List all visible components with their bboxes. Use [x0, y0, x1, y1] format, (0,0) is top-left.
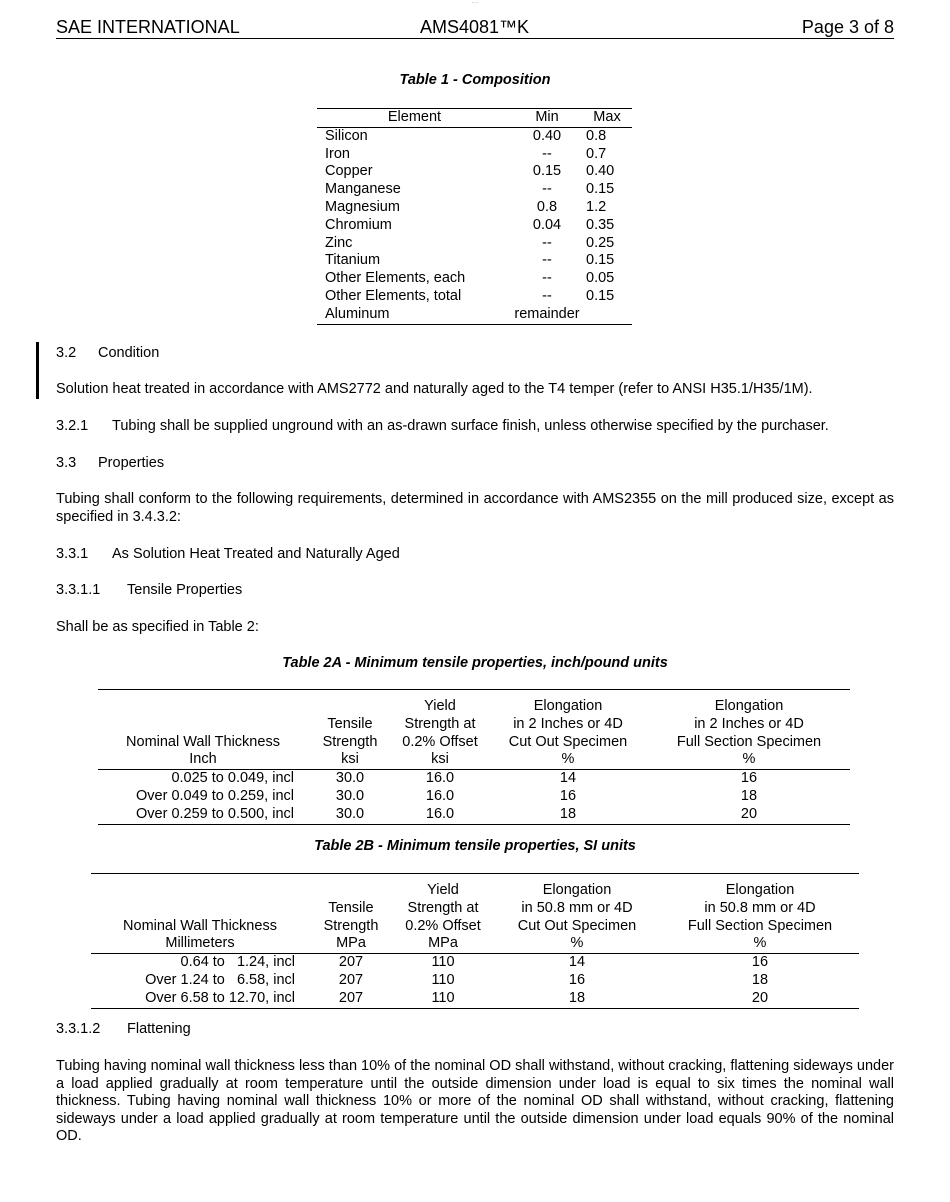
- table-row: Zinc -- 0.25: [325, 234, 615, 251]
- table2b-title: Table 2B - Minimum tensile properties, SI units: [314, 838, 636, 854]
- table-row: Over 0.049 to 0.259, incl 30.0 16.0 16 18: [136, 787, 758, 804]
- table-row: Silicon 0.40 0.8: [325, 127, 607, 144]
- col-max: Max: [582, 109, 632, 128]
- table-row: 0.025 to 0.049, incl 30.0 16.0 14 16: [171, 770, 758, 787]
- section-3-2-1: 3.2.1 Tubing shall be supplied unground with an as-drawn surface finish, unless otherwise specified by the purchaser.: [56, 418, 829, 434]
- table-row: 0.64 to 1.24, incl 207 110 14 16: [180, 954, 769, 971]
- table-row: Over 6.58 to 12.70, incl 207 110 18 20: [145, 989, 769, 1006]
- table-row: Other Elements, each -- 0.05: [325, 270, 615, 287]
- table-row: Manganese -- 0.15: [325, 181, 615, 198]
- col-min: Min: [512, 109, 582, 128]
- table-row: Over 1.24 to 6.58, incl 207 110 16 18: [145, 971, 769, 988]
- section-3-3-text: Tubing shall conform to the following requirements, determined in accordance with AMS2355 on the mill produced size, except as specified in 3.4.3.2:: [56, 491, 894, 525]
- table-row: Titanium -- 0.15: [325, 252, 615, 269]
- table2a-title: Table 2A - Minimum tensile properties, inch/pound units: [282, 655, 668, 671]
- table-row: Aluminum remainder: [325, 305, 580, 322]
- section-3-3-1-2-text: Tubing having nominal wall thickness less than 10% of the nominal OD shall withstand, without cracking, flattening sideways under a load applied gradually at room temperature until the outside dimension under load is equal to six times the nominal wall thickness. Tubing having nominal wall thickness 10% or more of the nominal OD shall withstand, without cracking, flattening sideways under a load applied gradually at room temperature until the outside dimension under load equals 90% of the nominal OD.: [56, 1058, 894, 1144]
- section-3-3-1-heading: 3.3.1 As Solution Heat Treated and Naturally Aged: [56, 546, 400, 562]
- table-row: Chromium 0.04 0.35: [325, 216, 615, 233]
- tensile-table-inch: Yield Elongation Elongation Tensile Strength at in 2 Inches or 4D in 2 Inches or 4D Nominal Wall Thickness Strength 0.2% Offset Cut Out Specimen Full Section Specimen Inch ksi ksi % % 0.025 to 0.049, incl 30.0 16.0 14 16 Over 0.049 to 0.259, incl 30.0 16.0 16 18 Over 0.259 to 0.500, incl 30.0 16.0 18 20: [98, 689, 850, 825]
- header-page: Page 3 of 8: [801, 17, 894, 37]
- composition-table: [317, 108, 632, 325]
- top-fragment: ...: [471, 0, 479, 5]
- col-element: Element: [317, 109, 512, 128]
- table-row: Other Elements, total -- 0.15: [325, 287, 615, 304]
- section-3-3-1-1-text: Shall be as specified in Table 2:: [56, 619, 259, 635]
- section-3-3-1-2-heading: 3.3.1.2 Flattening: [56, 1021, 191, 1037]
- header-doc-id: AMS4081™K: [420, 17, 530, 37]
- section-3-2-text: Solution heat treated in accordance with AMS2772 and naturally aged to the T4 temper (refer to ANSI H35.1/H35/1M).: [56, 381, 813, 397]
- section-3-2-heading: 3.2 Condition: [56, 345, 160, 361]
- table-row: Magnesium 0.8 1.2: [325, 198, 607, 215]
- section-3-3-heading: 3.3 Properties: [56, 455, 165, 471]
- section-3-3-1-1-heading: 3.3.1.1 Tensile Properties: [56, 582, 243, 598]
- tensile-table-si: Yield Elongation Elongation Tensile Strength at in 50.8 mm or 4D in 50.8 mm or 4D Nominal Wall Thickness Strength 0.2% Offset Cut Out Specimen Full Section Specimen Millimeters MPa MPa % % 0.64 to 1.24, incl 207 110 14 16 Over 1.24 to 6.58, incl 207 110 16 18 Over 6.58 to 12.70, incl 207 110 18 20: [91, 873, 859, 1009]
- table-row: Over 0.259 to 0.500, incl 30.0 16.0 18 20: [136, 805, 758, 822]
- table1-title: Table 1 - Composition: [399, 72, 551, 88]
- page-header: [56, 16, 894, 39]
- table-row: Copper 0.15 0.40: [325, 163, 615, 180]
- table-row: Iron -- 0.7: [325, 145, 607, 162]
- header-org: SAE INTERNATIONAL: [56, 17, 240, 37]
- change-bar: [36, 342, 39, 399]
